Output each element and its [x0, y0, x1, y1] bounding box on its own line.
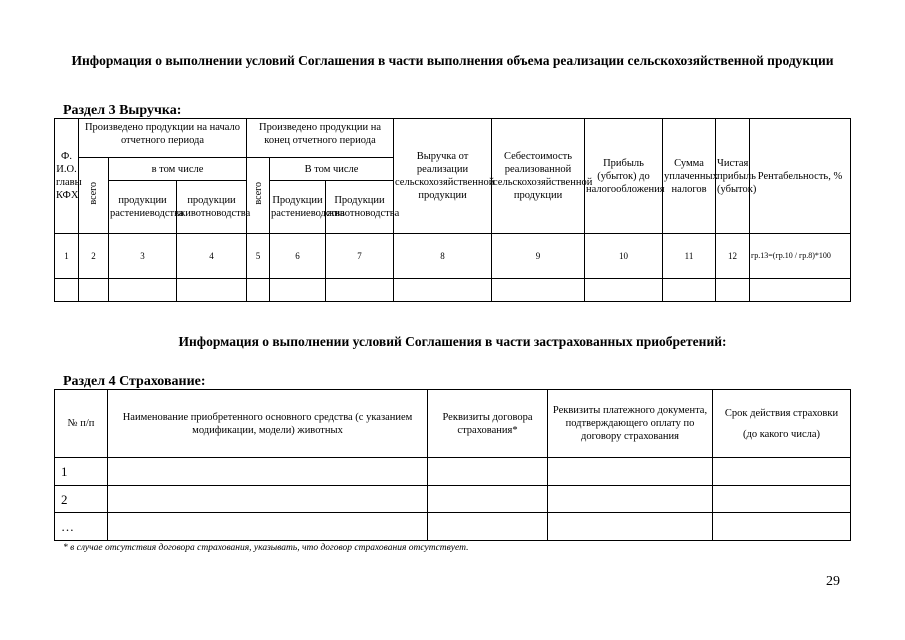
- row-number: 2: [55, 486, 108, 513]
- column-number: 5: [247, 234, 270, 279]
- empty-cell: [716, 279, 750, 302]
- empty-cell: [55, 279, 79, 302]
- empty-cell: [663, 279, 716, 302]
- header-crop-2: Продукции растениеводства: [270, 181, 326, 234]
- header-profit: Прибыль (убыток) до налогообложения: [585, 119, 663, 234]
- header-crop-1: продукции растениеводства: [109, 181, 177, 234]
- column-number: 10: [585, 234, 663, 279]
- page-number: 29: [826, 574, 840, 589]
- column-number-formula: гр.13=(гр.10 / гр.8)*100: [750, 234, 851, 279]
- empty-cell: [548, 486, 713, 513]
- column-number: 4: [177, 234, 247, 279]
- empty-cell: [108, 458, 428, 486]
- empty-cell: [548, 458, 713, 486]
- row-number: …: [55, 513, 108, 541]
- header-payment-details: Реквизиты платежного документа, подтверждающего оплату по договору страхования: [548, 390, 713, 458]
- empty-cell: [247, 279, 270, 302]
- header-total-1: [79, 158, 109, 234]
- empty-cell: [428, 486, 548, 513]
- header-total-2: [247, 158, 270, 234]
- empty-cell: [713, 486, 851, 513]
- section-4-title: Раздел 4 Страхование:: [63, 374, 206, 389]
- empty-cell: [394, 279, 492, 302]
- empty-cell: [108, 486, 428, 513]
- header-insurance-term: [713, 390, 851, 458]
- empty-cell: [548, 513, 713, 541]
- empty-cell: [713, 513, 851, 541]
- section-3-title: Раздел 3 Выручка:: [63, 103, 182, 118]
- header-fio: Ф. И.О. главы КФХ: [55, 119, 79, 234]
- header-net-profit: Чистая прибыль (убыток): [716, 119, 750, 234]
- header-profitability: Рентабельность, %: [750, 119, 851, 234]
- column-number: 12: [716, 234, 750, 279]
- revenue-table: [54, 118, 851, 302]
- insurance-table: [54, 389, 851, 541]
- header-taxes: Сумма уплаченных налогов: [663, 119, 716, 234]
- header-contract-details: Реквизиты договора страхования*: [428, 390, 548, 458]
- header-insurance-term-sub: (до какого числа): [742, 428, 820, 440]
- heading-revenue-info: Информация о выполнении условий Соглашения в части выполнения объема реализации сельскохозяйственной продукции: [71, 53, 834, 68]
- header-asset-name: Наименование приобретенного основного средства (с указанием модификации, модели) животных: [108, 390, 428, 458]
- empty-cell: [109, 279, 177, 302]
- column-number: 1: [55, 234, 79, 279]
- column-number: 7: [326, 234, 394, 279]
- empty-cell: [177, 279, 247, 302]
- column-number: 11: [663, 234, 716, 279]
- empty-cell: [79, 279, 109, 302]
- empty-cell: [270, 279, 326, 302]
- header-livestock-1: продукции животноводства: [177, 181, 247, 234]
- header-number: № п/п: [55, 390, 108, 458]
- empty-cell: [750, 279, 851, 302]
- empty-cell: [428, 458, 548, 486]
- header-total-1-label: всего: [88, 182, 99, 205]
- header-total-2-label: всего: [252, 182, 264, 205]
- empty-cell: [108, 513, 428, 541]
- empty-cell: [428, 513, 548, 541]
- row-number: 1: [55, 458, 108, 486]
- header-produced-start: Произведено продукции на начало отчетного периода: [79, 119, 247, 158]
- column-number: 9: [492, 234, 585, 279]
- column-number: 8: [394, 234, 492, 279]
- header-produced-end: Произведено продукции на конец отчетного периода: [247, 119, 394, 158]
- empty-cell: [492, 279, 585, 302]
- header-cost: Себестоимость реализованной сельскохозяйственной продукции: [492, 119, 585, 234]
- heading-insurance-info: Информация о выполнении условий Соглашения в части застрахованных приобретений:: [178, 334, 727, 349]
- header-including-1: в том числе: [109, 158, 247, 181]
- insurance-footnote: * в случае отсутствия договора страхования, указывать, что договор страхования отсутствует.: [63, 543, 469, 553]
- empty-cell: [713, 458, 851, 486]
- column-number: 2: [79, 234, 109, 279]
- header-insurance-term-label: Срок действия страховки: [724, 407, 839, 419]
- column-number: 6: [270, 234, 326, 279]
- column-number: 3: [109, 234, 177, 279]
- empty-cell: [585, 279, 663, 302]
- header-including-2: В том числе: [270, 158, 394, 181]
- empty-cell: [326, 279, 394, 302]
- header-livestock-2: Продукции животноводства: [326, 181, 394, 234]
- header-revenue: Выручка от реализации сельскохозяйственной продукции: [394, 119, 492, 234]
